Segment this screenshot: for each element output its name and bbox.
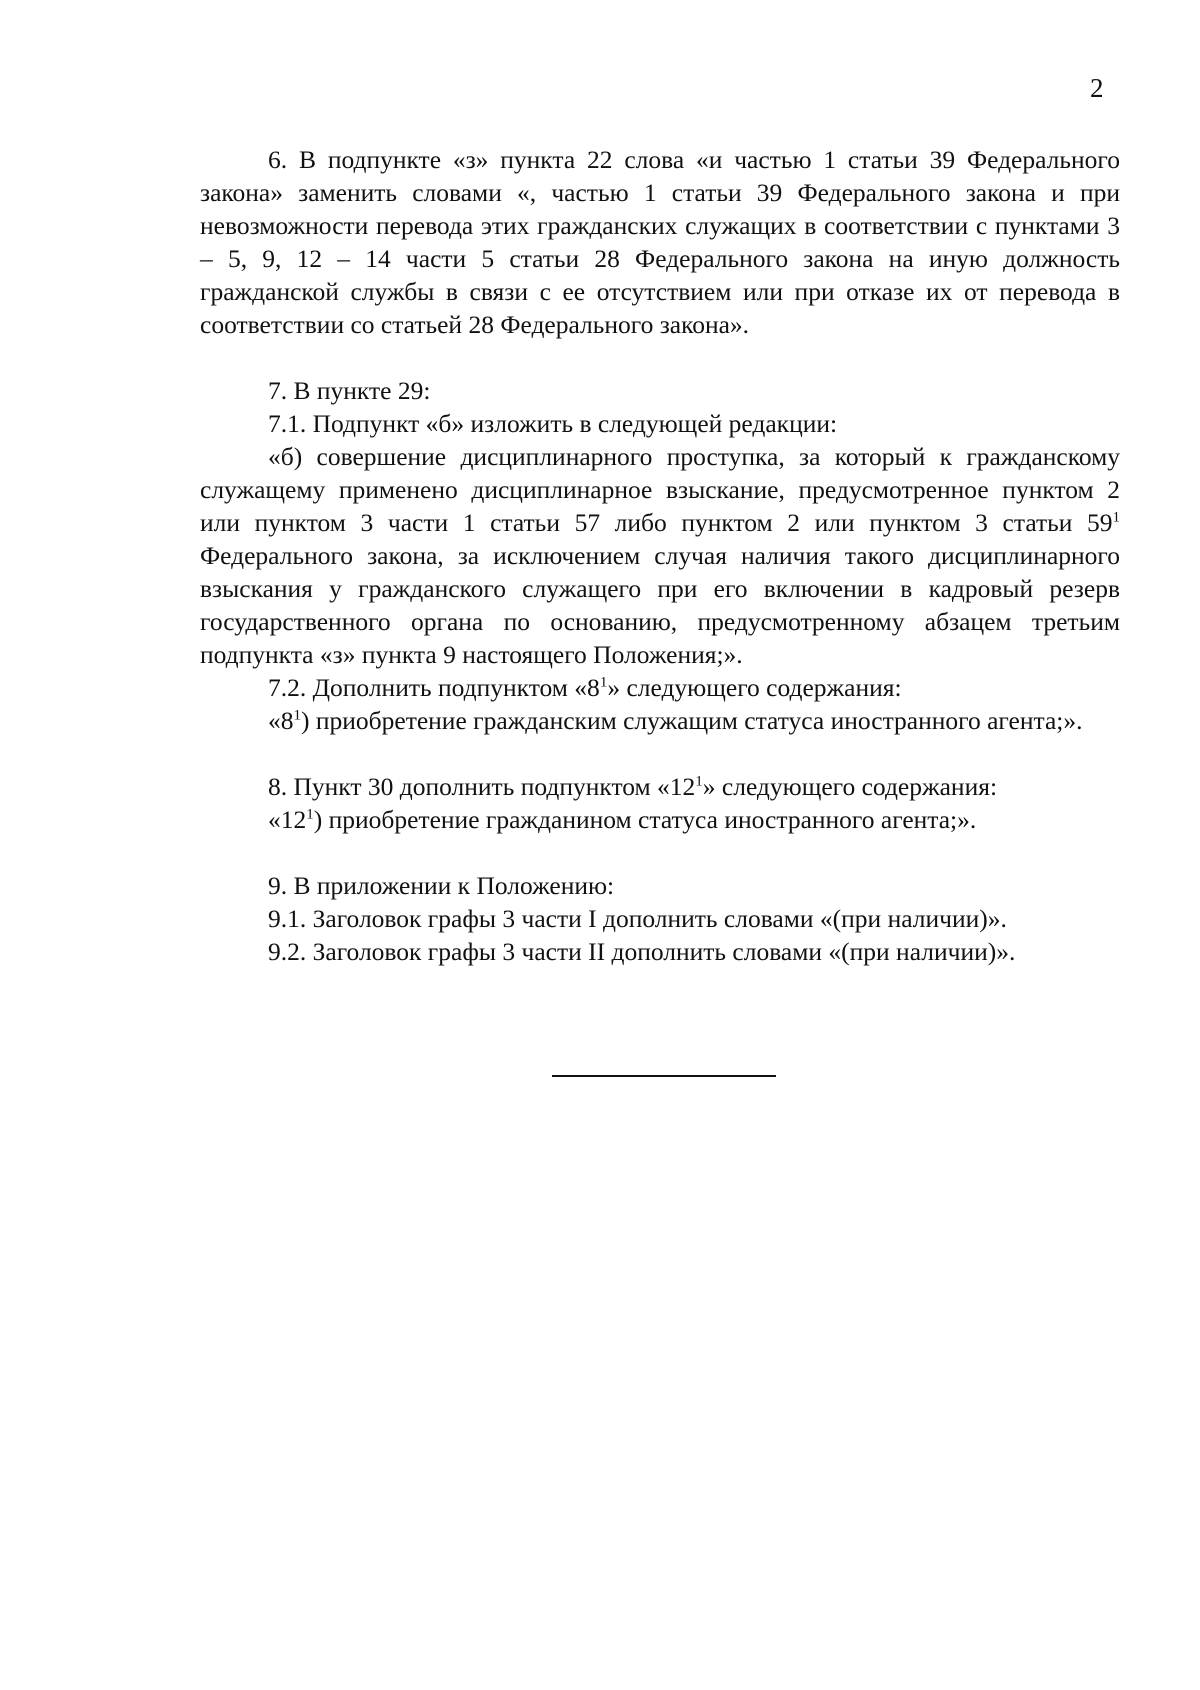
section-8-text xyxy=(200,803,1120,836)
section-8-title-part-a: 8. Пункт 30 дополнить подпунктом «12 xyxy=(268,772,696,801)
section-7-1-text-part-b: Федерального закона, за исключением случая наличия такого дисциплинарного взыскания у гражданского служащего при его включении в кадровый резерв государственного органа по основанию, предусмотренному абзацем третьим подпункта «з» пункта 9 настоящего Положения;». xyxy=(200,541,1120,669)
superscript: 1 xyxy=(695,773,703,790)
end-separator-line xyxy=(552,1075,776,1077)
section-7-1-text xyxy=(200,440,1120,671)
document-body xyxy=(200,143,1120,968)
page-number: 2 xyxy=(1090,73,1104,103)
section-7-title: 7. В пункте 29: xyxy=(268,376,431,405)
section-8-title-part-b: » следующего содержания: xyxy=(702,772,998,801)
section-8-text-part-b: ) приобретение гражданином статуса иностранного агента;». xyxy=(313,805,977,834)
paragraph-gap xyxy=(200,737,1120,770)
section-9-title: 9. В приложении к Положению: xyxy=(268,871,615,900)
section-7-1-text-part-a: «б) совершение дисциплинарного проступка, за который к гражданскому служащему применено дисциплинарное взыскание, предусмотренное пунктом 2 или пунктом 3 части 1 статьи 57 либо пунктом 2 или пунктом 3 статьи 59 xyxy=(200,442,1120,537)
section-7-2-title xyxy=(200,671,1120,704)
paragraph-gap xyxy=(200,836,1120,869)
section-7-2-text-part-a: «8 xyxy=(268,706,294,735)
section-7-2-title-part-b: » следующего содержания: xyxy=(607,673,902,702)
section-8-title xyxy=(200,770,1120,803)
section-7-1-title: 7.1. Подпункт «б» изложить в следующей редакции: xyxy=(268,409,838,438)
section-9-2: 9.2. Заголовок графы 3 части II дополнить словами «(при наличии)». xyxy=(268,937,1016,966)
superscript: 1 xyxy=(306,806,314,823)
section-7-2-text-part-b: ) приобретение гражданским служащим статуса иностранного агента;». xyxy=(301,706,1083,735)
section-8-text-part-a: «12 xyxy=(268,805,307,834)
superscript: 1 xyxy=(599,674,608,691)
paragraph-gap xyxy=(200,341,1120,374)
superscript: 1 xyxy=(1112,509,1120,526)
section-9-1: 9.1. Заголовок графы 3 части I дополнить словами «(при наличии)». xyxy=(268,904,1007,933)
section-7-2-text xyxy=(200,704,1120,737)
section-7-2-title-part-a: 7.2. Дополнить подпунктом «8 xyxy=(268,673,600,702)
section-6: 6. В подпункте «з» пункта 22 слова «и частью 1 статьи 39 Федерального закона» заменить словами «, частью 1 статьи 39 Федерального закона и при невозможности перевода этих гражданских служащих в соответствии с пунктами 3 – 5, 9, 12 – 14 части 5 статьи 28 Федерального закона на иную должность гражданской службы в связи с ее отсутствием или при отказе их от перевода в соответствии со статьей 28 Федерального закона». xyxy=(200,145,1120,339)
superscript: 1 xyxy=(293,707,301,724)
